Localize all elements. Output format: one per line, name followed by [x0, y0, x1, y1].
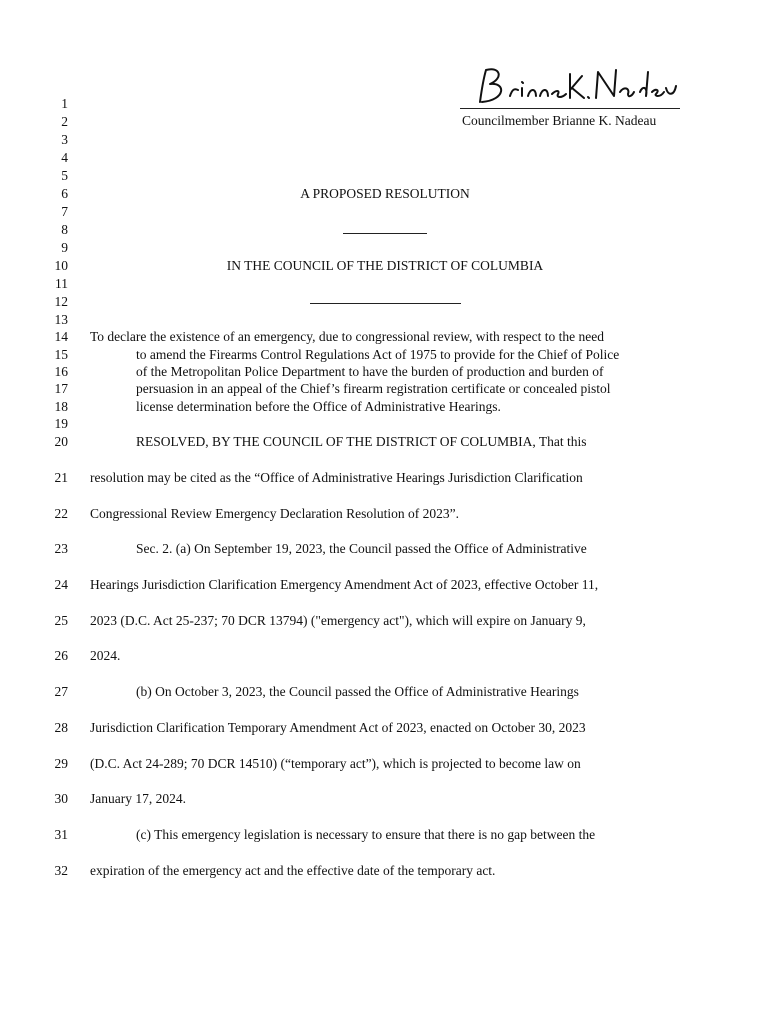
line-number: 3	[61, 132, 68, 147]
body-line: Sec. 2. (a) On September 19, 2023, the Council passed the Office of Administrative	[136, 541, 587, 556]
line-number: 24	[54, 577, 68, 592]
line-number: 8	[61, 222, 68, 237]
body-line: Hearings Jurisdiction Clarification Emergency Amendment Act of 2023, effective October 11,	[90, 577, 599, 592]
body-line: 2024.	[90, 648, 121, 663]
body-line: Jurisdiction Clarification Temporary Amendment Act of 2023, enacted on October 30, 2023	[90, 720, 586, 735]
line-number: 17	[54, 381, 68, 396]
line-number: 14	[54, 329, 68, 344]
line-number: 18	[54, 399, 68, 414]
line-number: 22	[54, 506, 68, 521]
line-number: 9	[61, 240, 68, 255]
purpose-line: To declare the existence of an emergency, due to congressional review, with respect to the need	[90, 329, 604, 344]
council-heading: IN THE COUNCIL OF THE DISTRICT OF COLUMBIA	[226, 258, 544, 273]
line-number: 21	[54, 470, 68, 485]
purpose-line: license determination before the Office of Administrative Hearings.	[136, 399, 501, 414]
purpose-line: to amend the Firearms Control Regulations Act of 1975 to provide for the Chief of Police	[136, 347, 620, 362]
signature-line	[460, 108, 680, 109]
body-line: Congressional Review Emergency Declaration Resolution of 2023”.	[90, 506, 460, 521]
purpose-line: persuasion in an appeal of the Chief’s firearm registration certificate or concealed pistol	[136, 381, 611, 396]
body-line: (c) This emergency legislation is necessary to ensure that there is no gap between the	[136, 827, 596, 842]
line-number: 11	[55, 276, 68, 291]
line-number: 23	[54, 541, 68, 556]
line-number: 10	[54, 258, 68, 273]
body-line: (b) On October 3, 2023, the Council passed the Office of Administrative Hearings	[136, 684, 579, 699]
line-number: 29	[54, 756, 68, 771]
body-line: RESOLVED, BY THE COUNCIL OF THE DISTRICT OF COLUMBIA, That this	[136, 434, 587, 449]
signature-image	[470, 62, 680, 110]
body-line: (D.C. Act 24-289; 70 DCR 14510) (“temporary act”), which is projected to become law on	[90, 756, 581, 771]
line-number: 12	[54, 294, 68, 309]
line-number: 32	[54, 863, 68, 878]
line-number: 4	[61, 150, 68, 165]
line-number: 28	[54, 720, 68, 735]
line-number: 1	[61, 96, 68, 111]
line-number: 15	[54, 347, 68, 362]
purpose-line: of the Metropolitan Police Department to have the burden of production and burden of	[136, 364, 604, 379]
councilmember-name: Councilmember Brianne K. Nadeau	[462, 113, 657, 128]
line-number: 27	[54, 684, 68, 699]
line-number: 7	[61, 204, 68, 219]
title-underline	[343, 233, 427, 234]
line-number: 20	[54, 434, 68, 449]
line-number: 19	[54, 416, 68, 431]
line-number: 6	[61, 186, 68, 201]
line-number: 5	[61, 168, 68, 183]
line-number: 25	[54, 613, 68, 628]
council-underline	[310, 303, 461, 304]
body-line: resolution may be cited as the “Office of Administrative Hearings Jurisdiction Clarification	[90, 470, 583, 485]
line-number: 26	[54, 648, 68, 663]
body-line: January 17, 2024.	[90, 791, 186, 806]
line-number: 30	[54, 791, 68, 806]
body-line: expiration of the emergency act and the effective date of the temporary act.	[90, 863, 496, 878]
body-line: 2023 (D.C. Act 25-237; 70 DCR 13794) ("emergency act"), which will expire on January 9,	[90, 613, 586, 628]
line-number: 16	[54, 364, 68, 379]
line-number: 2	[61, 114, 68, 129]
line-number: 31	[54, 827, 68, 842]
line-number: 13	[54, 312, 68, 327]
resolution-title: A PROPOSED RESOLUTION	[300, 186, 470, 201]
